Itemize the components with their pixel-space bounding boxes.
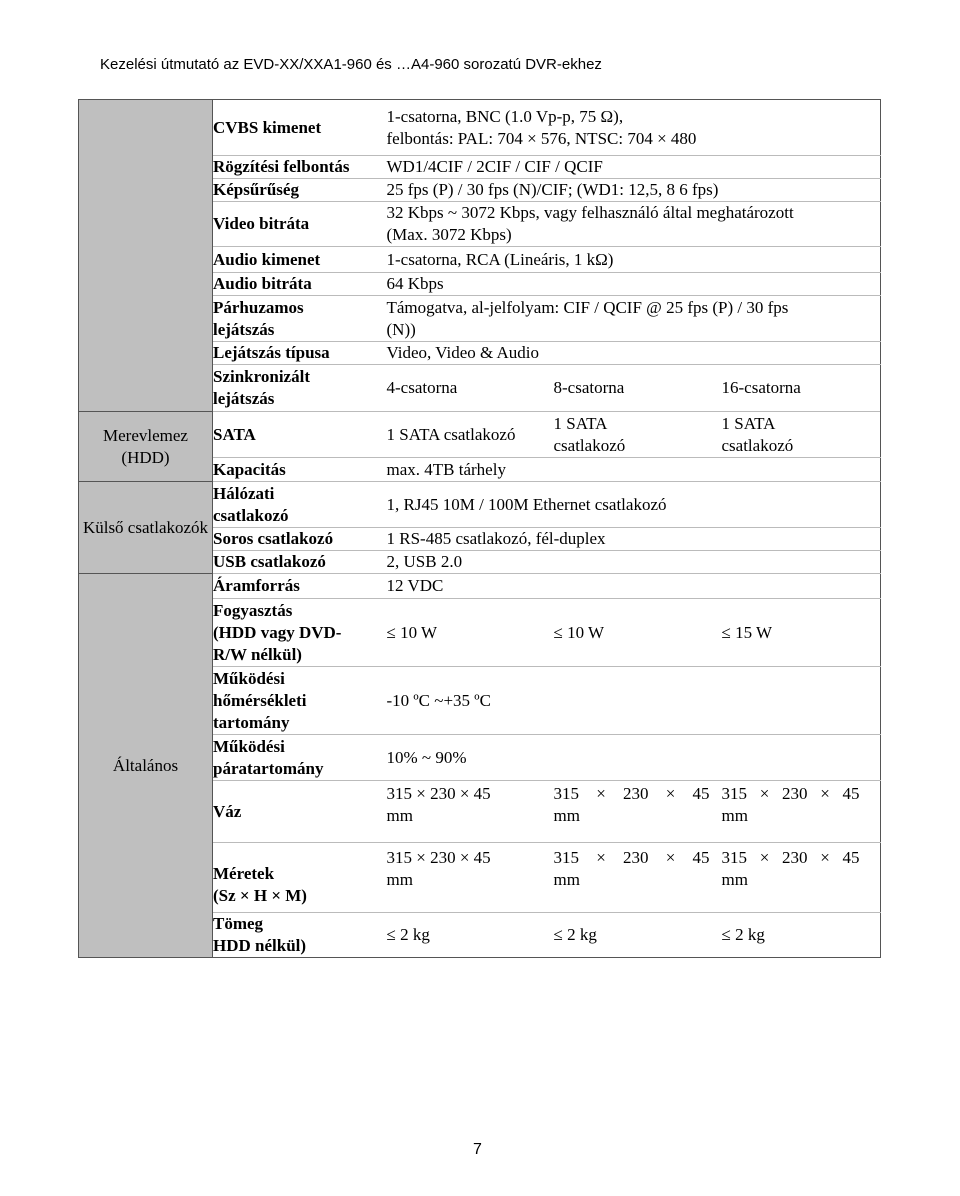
spec-value: 25 fps (P) / 30 fps (N)/CIF; (WD1: 12,5, 8 6 fps) xyxy=(387,179,881,202)
page-header: Kezelési útmutató az EVD-XX/XXA1-960 és …A4-960 sorozatú DVR-ekhez xyxy=(100,56,602,73)
spec-value: Támogatva, al-jelfolyam: CIF / QCIF @ 25 fps (P) / 30 fps (N)) xyxy=(387,296,881,342)
spec-label: Soros csatlakozó xyxy=(213,528,387,551)
col-value: 1 SATA csatlakozó xyxy=(553,413,626,455)
col-value: ≤ 2 kg xyxy=(721,925,765,944)
spec-label: Kapacitás xyxy=(213,458,387,482)
spec-label: Audio bitráta xyxy=(213,273,387,296)
table-row xyxy=(79,482,881,528)
category-hdd: Merevlemez (HDD) xyxy=(79,412,213,482)
col-value: 315 × 230 × 45 mm xyxy=(386,784,491,825)
spec-label: Fogyasztás (HDD vagy DVD- R/W nélkül) xyxy=(213,599,387,667)
spec-value: Video, Video & Audio xyxy=(387,342,881,365)
spec-value xyxy=(387,843,881,913)
col-value: ≤ 15 W xyxy=(721,622,773,642)
spec-value xyxy=(387,412,881,458)
category-video xyxy=(79,100,213,412)
spec-label: Lejátszás típusa xyxy=(213,342,387,365)
col-value: ≤ 2 kg xyxy=(553,925,597,944)
col-value: 315 × 230 × 45 mm xyxy=(721,784,860,825)
col-value: ≤ 10 W xyxy=(553,622,605,642)
spec-value xyxy=(387,781,881,843)
col-value: 8-csatorna xyxy=(553,378,625,397)
spec-value xyxy=(387,913,881,958)
spec-value: 1-csatorna, RCA (Lineáris, 1 kΩ) xyxy=(387,247,881,273)
col-value: 16-csatorna xyxy=(721,378,801,397)
table-row xyxy=(79,412,881,458)
spec-value: max. 4TB tárhely xyxy=(387,458,881,482)
spec-value: WD1/4CIF / 2CIF / CIF / QCIF xyxy=(387,156,881,179)
spec-value: 12 VDC xyxy=(387,574,881,599)
spec-label: Rögzítési felbontás xyxy=(213,156,387,179)
spec-value: 2, USB 2.0 xyxy=(387,551,881,574)
col-value: ≤ 2 kg xyxy=(386,925,430,944)
spec-label: Tömeg HDD nélkül) xyxy=(213,913,387,958)
spec-value: -10 ºC ~+35 ºC xyxy=(387,667,881,735)
col-value: 1 SATA csatlakozó xyxy=(386,424,516,444)
col-value: 4-csatorna xyxy=(386,378,458,397)
spec-value: 1 RS-485 csatlakozó, fél-duplex xyxy=(387,528,881,551)
spec-value: 32 Kbps ~ 3072 Kbps, vagy felhasználó által meghatározott (Max. 3072 Kbps) xyxy=(387,202,881,247)
spec-table-2 xyxy=(78,411,881,958)
spec-value xyxy=(387,365,881,412)
spec-label: CVBS kimenet xyxy=(213,100,387,156)
spec-label: Párhuzamos lejátszás xyxy=(213,296,387,342)
category-general: Általános xyxy=(79,574,213,958)
spec-table xyxy=(78,99,881,412)
spec-label: Audio kimenet xyxy=(213,247,387,273)
spec-label: USB csatlakozó xyxy=(213,551,387,574)
col-value: 1 SATA csatlakozó xyxy=(721,413,794,455)
col-value: 315 × 230 × 45 mm xyxy=(721,848,860,889)
spec-label: Képsűrűség xyxy=(213,179,387,202)
spec-label: Hálózati csatlakozó xyxy=(213,482,387,528)
spec-label: Áramforrás xyxy=(213,574,387,599)
spec-value: 1, RJ45 10M / 100M Ethernet csatlakozó xyxy=(387,482,881,528)
spec-label: SATA xyxy=(213,412,387,458)
spec-label: Méretek (Sz × H × M) xyxy=(213,843,387,913)
spec-label: Szinkronizált lejátszás xyxy=(213,365,387,412)
col-value: 315 × 230 × 45 mm xyxy=(553,784,710,825)
col-value: ≤ 10 W xyxy=(386,622,438,642)
table-row xyxy=(79,574,881,599)
spec-value xyxy=(387,599,881,667)
category-external: Külső csatlakozók xyxy=(79,482,213,574)
page-number: 7 xyxy=(473,1141,482,1158)
col-value: 315 × 230 × 45 mm xyxy=(553,848,710,889)
col-value: 315 × 230 × 45 mm xyxy=(386,848,491,889)
spec-label: Video bitráta xyxy=(213,202,387,247)
table-row xyxy=(79,100,881,156)
spec-label: Működési hőmérsékleti tartomány xyxy=(213,667,387,735)
spec-value: 64 Kbps xyxy=(387,273,881,296)
spec-value: 10% ~ 90% xyxy=(387,735,881,781)
spec-label: Váz xyxy=(213,781,387,843)
spec-value: 1-csatorna, BNC (1.0 Vp-p, 75 Ω), felbontás: PAL: 704 × 576, NTSC: 704 × 480 xyxy=(387,100,881,156)
spec-label: Működési páratartomány xyxy=(213,735,387,781)
